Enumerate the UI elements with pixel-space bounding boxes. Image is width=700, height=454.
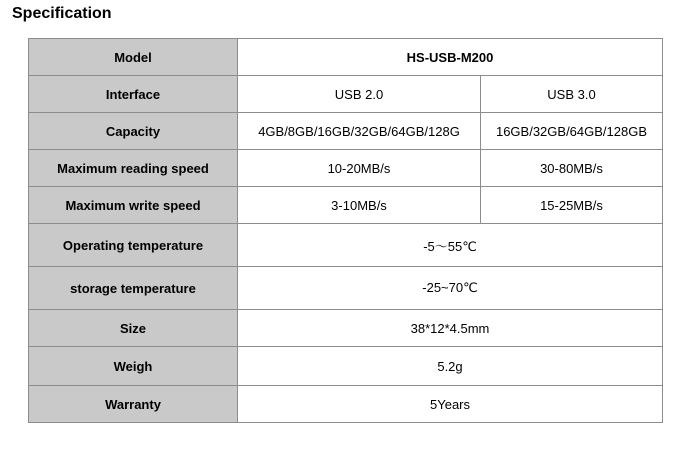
table-row-max-write-speed [29,187,663,224]
table-row-storage-temperature [29,267,663,310]
max-read-speed-usb2-value: 10-20MB/s [238,150,481,187]
max-write-speed-usb3-value: 15-25MB/s [481,187,663,224]
interface-usb2-value: USB 2.0 [238,76,481,113]
table-row-warranty [29,386,663,423]
specification-table [28,38,663,423]
storage-temperature-label: storage temperature [29,267,238,310]
capacity-label: Capacity [29,113,238,150]
capacity-usb3-value: 16GB/32GB/64GB/128GB [481,113,663,150]
weight-value: 5.2g [238,347,663,386]
max-read-speed-label: Maximum reading speed [29,150,238,187]
size-label: Size [29,310,238,347]
max-write-speed-usb2-value: 3-10MB/s [238,187,481,224]
interface-label: Interface [29,76,238,113]
size-value: 38*12*4.5mm [238,310,663,347]
max-write-speed-label: Maximum write speed [29,187,238,224]
warranty-value: 5Years [238,386,663,423]
table-row-size [29,310,663,347]
warranty-label: Warranty [29,386,238,423]
weight-label: Weigh [29,347,238,386]
table-row-capacity [29,113,663,150]
model-label: Model [29,39,238,76]
max-read-speed-usb3-value: 30-80MB/s [481,150,663,187]
model-value: HS-USB-M200 [238,39,663,76]
page-title: Specification [12,5,112,22]
capacity-usb2-value: 4GB/8GB/16GB/32GB/64GB/128G [238,113,481,150]
table-row-operating-temperature [29,224,663,267]
storage-temperature-value: -25~70℃ [238,267,663,310]
table-row-weight [29,347,663,386]
interface-usb3-value: USB 3.0 [481,76,663,113]
operating-temperature-value: -5～55℃ [238,224,663,267]
table-row-model [29,39,663,76]
operating-temperature-label: Operating temperature [29,224,238,267]
table-row-interface [29,76,663,113]
table-row-max-read-speed [29,150,663,187]
